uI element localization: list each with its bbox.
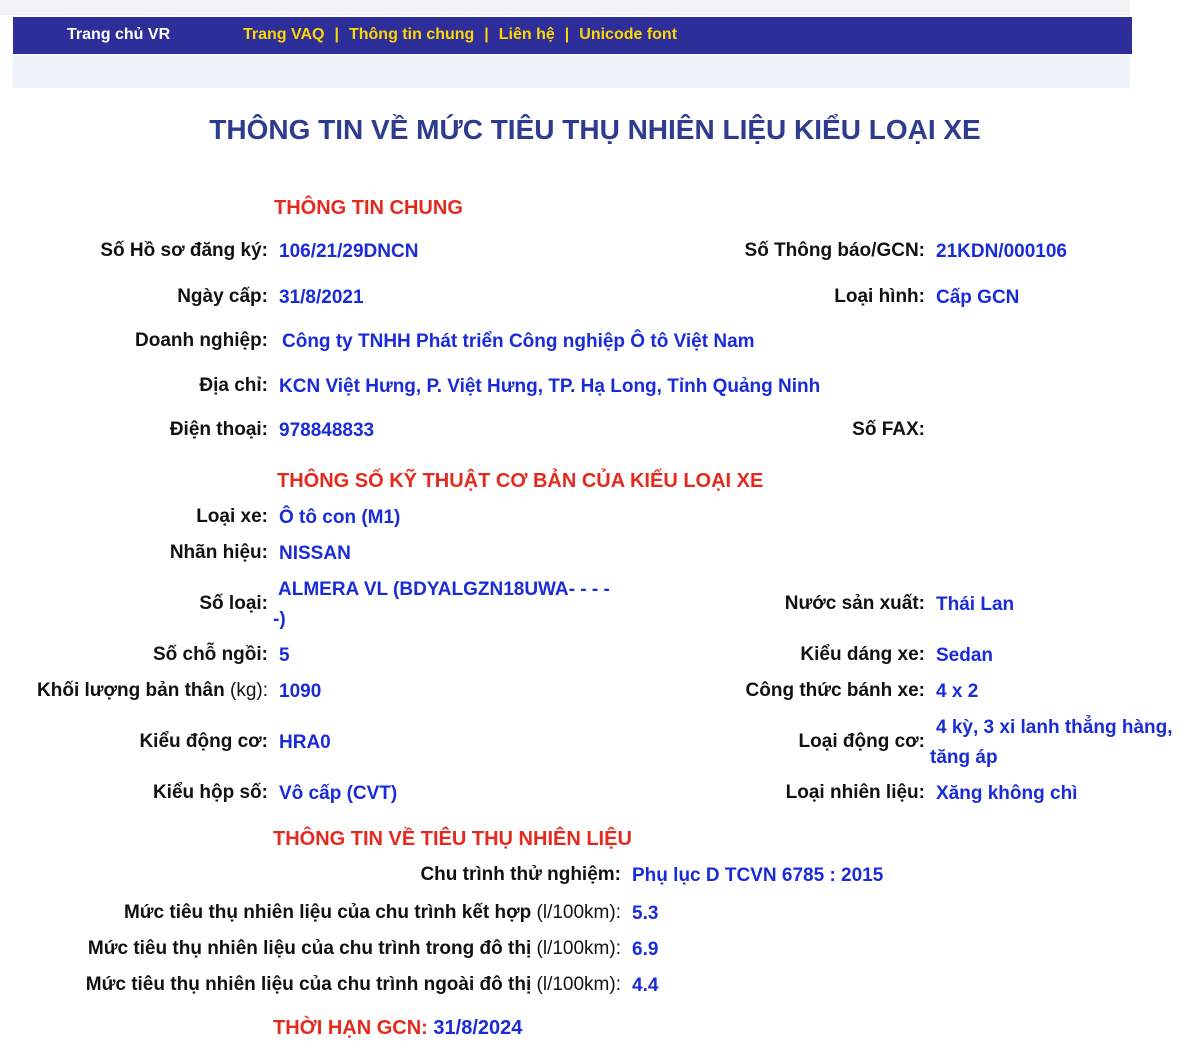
sub-bar bbox=[13, 55, 1130, 88]
top-strip bbox=[0, 0, 1130, 15]
urban-value: 6.9 bbox=[632, 939, 659, 960]
notice-value: 21KDN/000106 bbox=[936, 241, 1067, 262]
weight-value: 1090 bbox=[279, 681, 322, 702]
brand-value: NISSAN bbox=[279, 543, 351, 564]
expiry-line bbox=[273, 1017, 522, 1040]
nav-link-general-info[interactable]: Thông tin chung bbox=[348, 26, 475, 43]
fax-label: Số FAX: bbox=[852, 419, 925, 440]
body-label: Kiểu dáng xe: bbox=[800, 644, 925, 665]
nav-home-link[interactable]: Trang chủ VR bbox=[67, 26, 171, 43]
engine-model-label: Kiểu động cơ: bbox=[139, 731, 268, 752]
nav-link-vaq[interactable]: Trang VAQ bbox=[243, 26, 325, 43]
top-nav-bar bbox=[13, 17, 1132, 54]
cycle-label: Chu trình thử nghiệm: bbox=[420, 864, 621, 885]
type-value: Cấp GCN bbox=[936, 287, 1020, 308]
gearbox-label: Kiểu hộp số: bbox=[152, 782, 268, 803]
type-label: Loại hình: bbox=[834, 286, 925, 307]
urban-label-text: Mức tiêu thụ nhiên liệu của chu trình trong đô thị bbox=[87, 938, 532, 959]
engine-model-value: HRA0 bbox=[279, 732, 331, 753]
nav-separator: | bbox=[564, 26, 570, 43]
drive-value: 4 x 2 bbox=[936, 681, 979, 702]
company-label: Doanh nghiệp: bbox=[135, 330, 268, 351]
engine-type-label: Loại động cơ: bbox=[798, 731, 925, 752]
extra-urban-label bbox=[86, 974, 621, 996]
combined-label-text: Mức tiêu thụ nhiên liệu của chu trình kết hợp bbox=[123, 902, 532, 923]
address-value: KCN Việt Hưng, P. Việt Hưng, TP. Hạ Long, Tỉnh Quảng Ninh bbox=[279, 376, 821, 397]
drive-label: Công thức bánh xe: bbox=[745, 680, 925, 701]
nav-links bbox=[243, 26, 677, 44]
gearbox-value: Vô cấp (CVT) bbox=[279, 783, 398, 804]
nav-link-contact[interactable]: Liên hệ bbox=[498, 26, 555, 43]
seats-value: 5 bbox=[279, 645, 290, 666]
brand-label: Nhãn hiệu: bbox=[169, 542, 268, 563]
urban-label bbox=[88, 938, 621, 960]
fuel-label: Loại nhiên liệu: bbox=[785, 782, 925, 803]
country-value: Thái Lan bbox=[936, 594, 1015, 615]
fuel-value: Xăng không chì bbox=[936, 783, 1078, 804]
section-heading-general: THÔNG TIN CHUNG bbox=[274, 197, 463, 219]
expiry-date: 31/8/2024 bbox=[433, 1017, 523, 1039]
engine-type-value: 4 kỳ, 3 xi lanh thẳng hàng, tăng áp bbox=[930, 717, 1173, 768]
section-heading-consumption: THÔNG TIN VỀ TIÊU THỤ NHIÊN LIỆU bbox=[273, 828, 632, 850]
extra-urban-value: 4.4 bbox=[632, 975, 659, 996]
model-value: ALMERA VL (BDYALGZN18UWA- - - - -) bbox=[273, 579, 610, 630]
reg-no-label: Số Hồ sơ đăng ký: bbox=[100, 240, 268, 261]
combined-value: 5.3 bbox=[632, 903, 659, 924]
nav-separator: | bbox=[334, 26, 339, 43]
combined-unit: (l/100km): bbox=[536, 902, 621, 923]
address-label: Địa chỉ: bbox=[199, 375, 268, 396]
extra-urban-unit: (l/100km): bbox=[536, 974, 621, 995]
nav-link-unicode-font[interactable]: Unicode font bbox=[579, 26, 678, 43]
combined-label bbox=[124, 902, 621, 924]
reg-no-value: 106/21/29DNCN bbox=[279, 241, 419, 262]
seats-label: Số chỗ ngồi: bbox=[152, 644, 268, 665]
extra-urban-label-text: Mức tiêu thụ nhiên liệu của chu trình ngoài đô thị bbox=[85, 974, 532, 995]
model-label: Số loại: bbox=[199, 593, 268, 614]
expiry-label: THỜI HẠN GCN: bbox=[273, 1017, 428, 1039]
vehicle-type-value: Ô tô con (M1) bbox=[279, 507, 401, 528]
body-value: Sedan bbox=[936, 645, 994, 666]
nav-separator: | bbox=[484, 26, 489, 43]
company-value: Công ty TNHH Phát triển Công nghiệp Ô tô Việt Nam bbox=[282, 331, 755, 352]
date-value: 31/8/2021 bbox=[279, 287, 364, 308]
weight-label bbox=[37, 680, 268, 702]
date-label: Ngày cấp: bbox=[177, 286, 268, 307]
section-heading-specs: THÔNG SỐ KỸ THUẬT CƠ BẢN CỦA KIỂU LOẠI XE bbox=[277, 470, 764, 492]
vehicle-type-label: Loại xe: bbox=[196, 506, 268, 527]
phone-label: Điện thoại: bbox=[169, 419, 268, 440]
weight-label-text: Khối lượng bản thân bbox=[37, 680, 225, 701]
urban-unit: (l/100km): bbox=[536, 938, 621, 959]
cycle-value: Phụ lục D TCVN 6785 : 2015 bbox=[632, 865, 884, 886]
page-title: THÔNG TIN VỀ MỨC TIÊU THỤ NHIÊN LIỆU KIỂU LOẠI XE bbox=[209, 114, 981, 145]
weight-unit: (kg): bbox=[230, 680, 268, 701]
phone-value: 978848833 bbox=[279, 420, 375, 441]
country-label: Nước sản xuất: bbox=[784, 593, 925, 614]
notice-label: Số Thông báo/GCN: bbox=[744, 240, 925, 261]
